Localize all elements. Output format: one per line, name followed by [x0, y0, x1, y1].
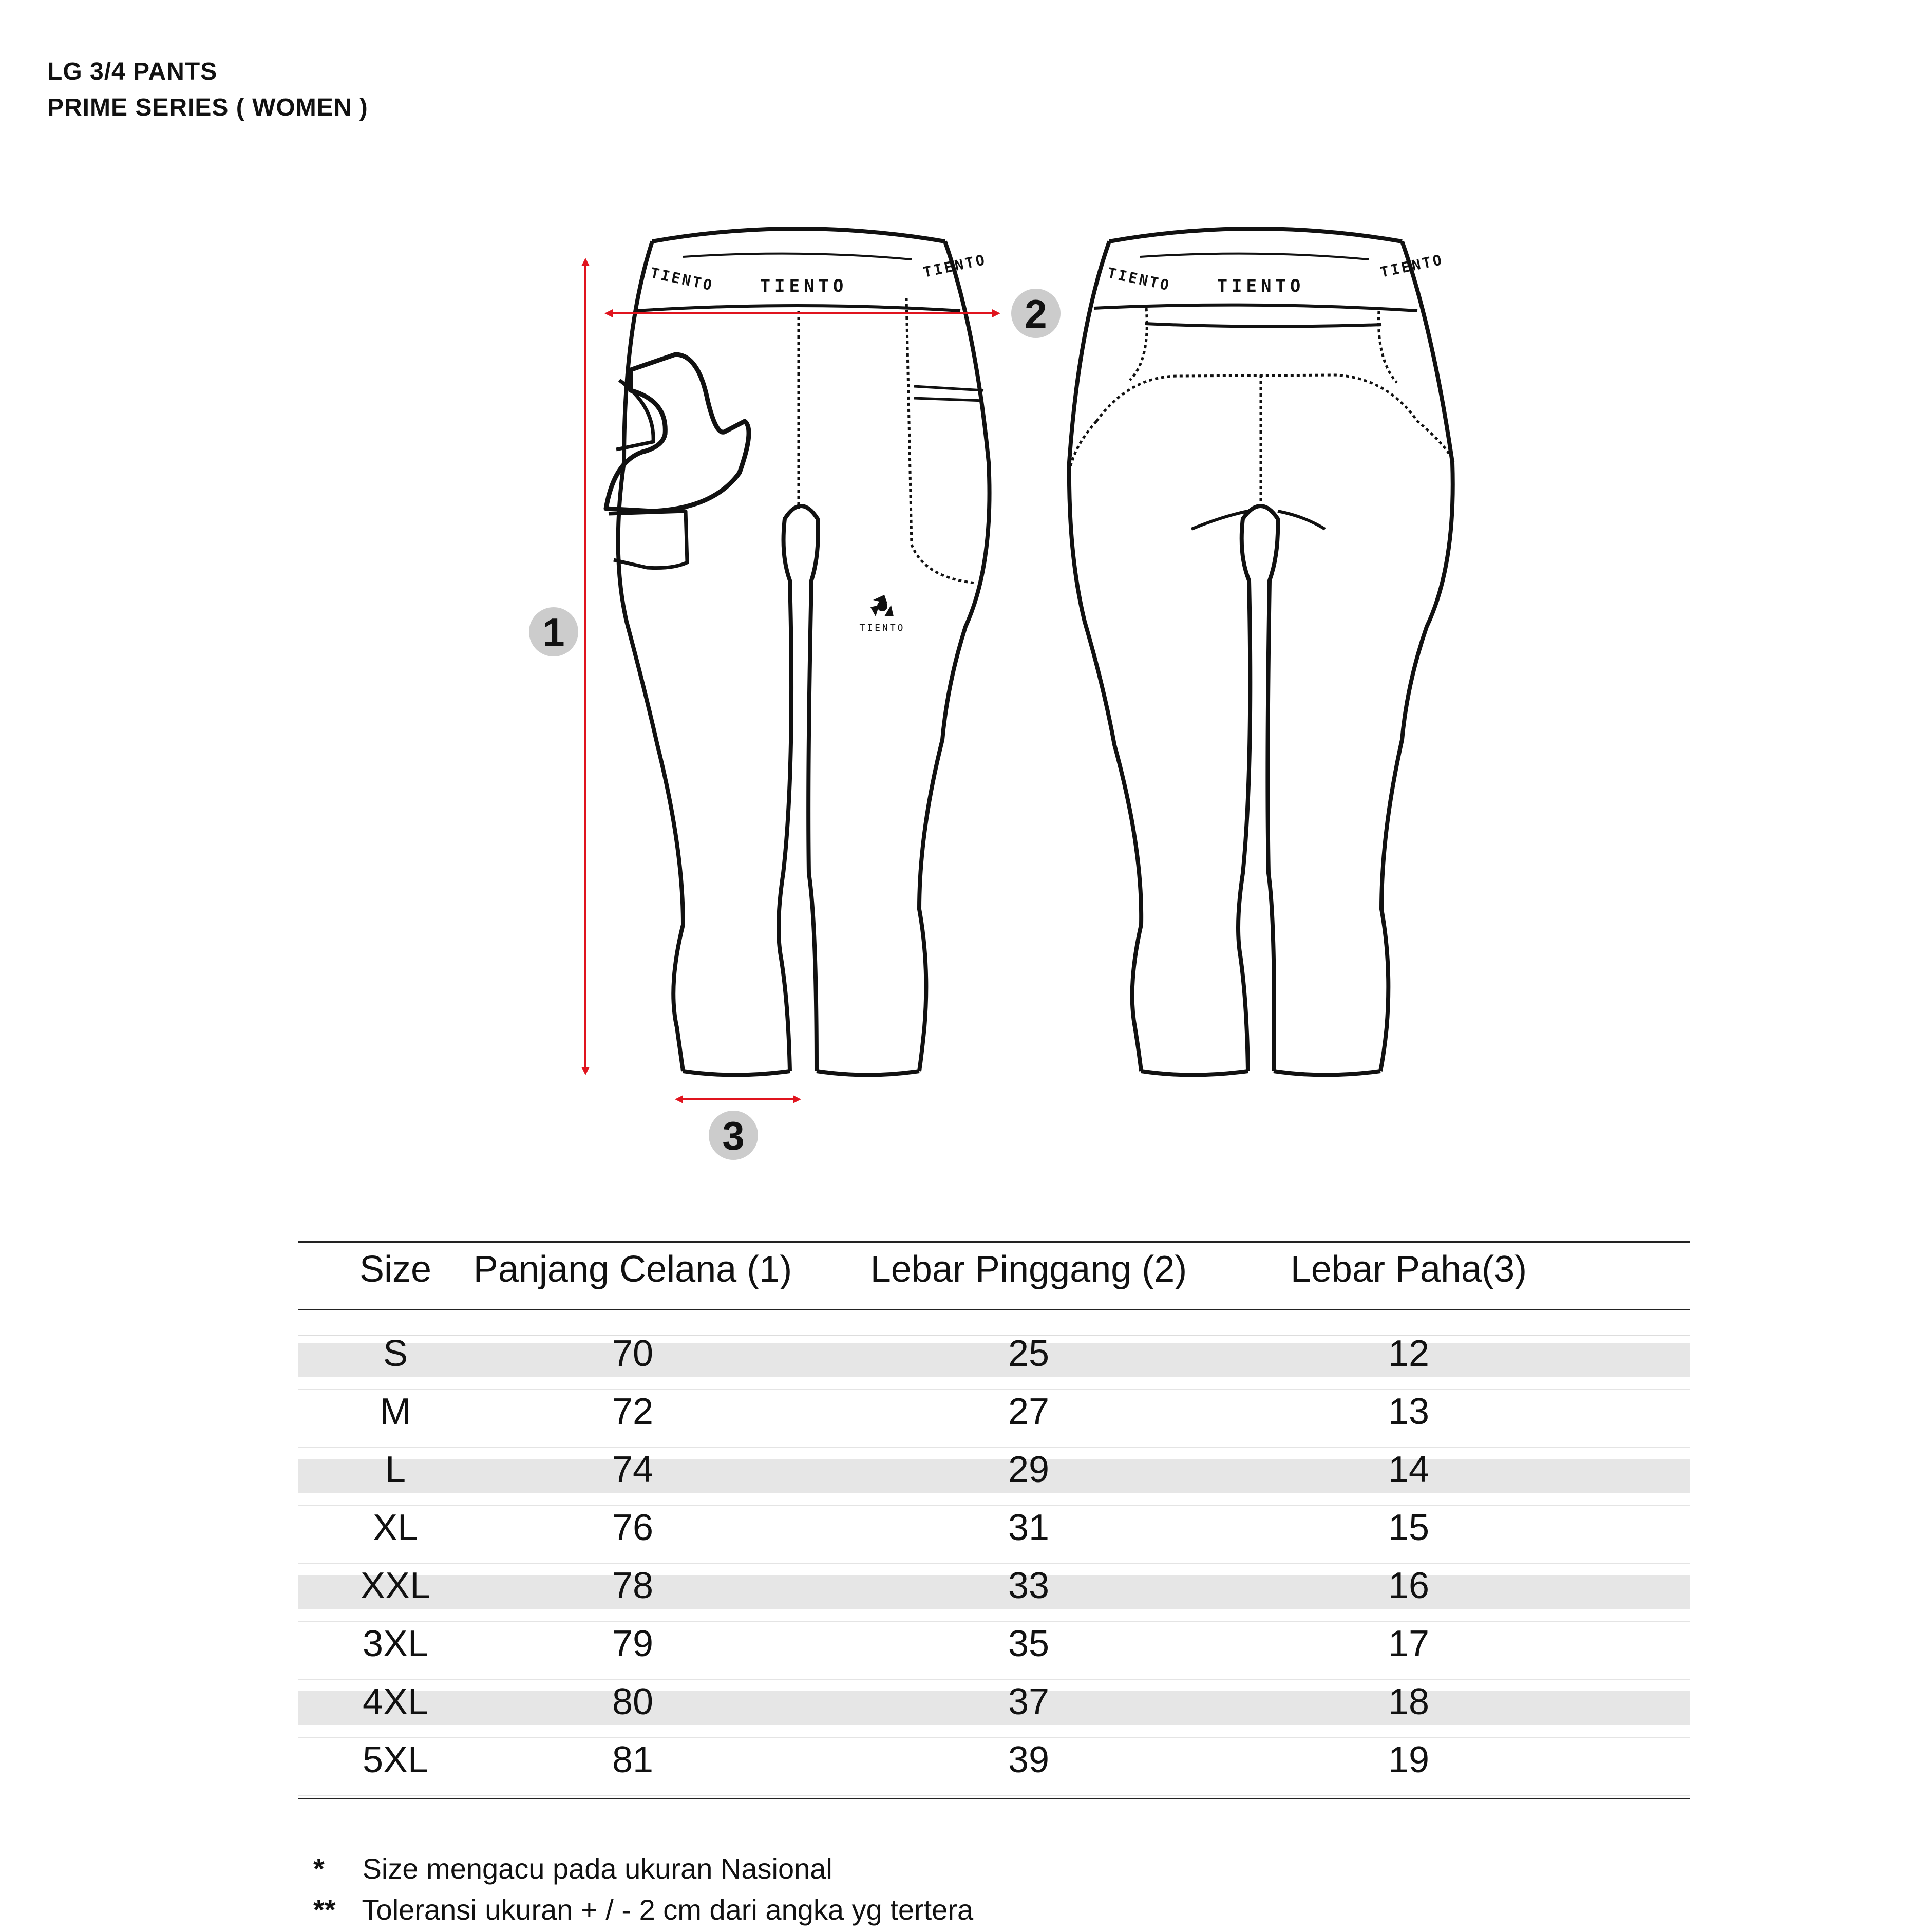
table-cell: 19 [1388, 1739, 1430, 1780]
svg-text:2: 2 [1025, 291, 1047, 336]
back-waistband-brand: TIENTO [1217, 276, 1305, 296]
table-cell: 78 [612, 1565, 654, 1606]
table-cell: 4XL [362, 1681, 429, 1722]
back-waistband-inner [1140, 254, 1369, 259]
table-cell: S [383, 1333, 408, 1374]
table-cell: 29 [1008, 1449, 1050, 1490]
table-cell: XL [372, 1507, 419, 1548]
front-right-pocket [906, 298, 976, 583]
back-waistband-top [1109, 229, 1402, 241]
table-row-separator [298, 1505, 1690, 1506]
note-2 [313, 1893, 973, 1926]
marker-3 [709, 1111, 758, 1160]
header-length: Panjang Celana (1) [473, 1249, 792, 1290]
front-left-outline [618, 241, 683, 1071]
header-thigh: Lebar Paha(3) [1290, 1249, 1527, 1290]
table-cell: 25 [1008, 1333, 1050, 1374]
front-right-hem [817, 1071, 919, 1075]
back-left-hem [1141, 1071, 1248, 1075]
table-cell: 12 [1388, 1333, 1430, 1374]
back-inseam [1238, 506, 1278, 1071]
table-cell: 17 [1388, 1623, 1430, 1664]
table-cell: 5XL [362, 1739, 429, 1780]
note-1 [313, 1852, 832, 1885]
back-view [1069, 229, 1453, 1075]
table-cell: 79 [612, 1623, 654, 1664]
front-brand-logo [870, 595, 894, 616]
table-cell: 15 [1388, 1507, 1430, 1548]
table-cell: 70 [612, 1333, 654, 1374]
table-row-stripe [298, 1343, 1690, 1377]
back-left-panel-seam [1130, 308, 1147, 380]
front-view [606, 229, 990, 1075]
back-right-panel-seam [1378, 311, 1397, 383]
table-row-stripe [298, 1459, 1690, 1493]
table-top-rule [298, 1241, 1690, 1243]
table-cell: 16 [1388, 1565, 1430, 1606]
table-row-stripe [298, 1691, 1690, 1725]
table-cell: 39 [1008, 1739, 1050, 1780]
document-subtitle: PRIME SERIES ( WOMEN ) [47, 94, 368, 121]
table-row-separator [298, 1679, 1690, 1680]
marker-1 [529, 607, 578, 656]
table-header-rule [298, 1309, 1690, 1310]
back-waistband-brand-right: TIENTO [1378, 251, 1445, 281]
back-yoke [1145, 324, 1381, 327]
table-cell: 31 [1008, 1507, 1050, 1548]
front-left-inseam [779, 506, 818, 1071]
table-cell: 35 [1008, 1623, 1050, 1664]
table-cell: 18 [1388, 1681, 1430, 1722]
table-cell: 13 [1388, 1391, 1430, 1432]
table-header-rule-thin [298, 1335, 1690, 1336]
table-cell: 72 [612, 1391, 654, 1432]
table-row-separator [298, 1795, 1690, 1796]
document-title: LG 3/4 PANTS [47, 58, 218, 85]
table-row-stripe [298, 1575, 1690, 1609]
note-2-text: Toleransi ukuran + / - 2 cm dari angka yg tertera [362, 1893, 974, 1926]
header-waist: Lebar Pinggang (2) [870, 1249, 1187, 1290]
svg-text:3: 3 [722, 1113, 745, 1158]
table-cell: 76 [612, 1507, 654, 1548]
header-size: Size [359, 1249, 432, 1290]
svg-text:1: 1 [542, 610, 565, 655]
note-2-mark: ** [313, 1893, 336, 1926]
back-right-outline [1380, 241, 1453, 1071]
back-seat-curve [1191, 511, 1325, 529]
back-right-hem [1274, 1071, 1380, 1075]
table-cell: 27 [1008, 1391, 1050, 1432]
table-row-separator [298, 1389, 1690, 1390]
table-row-separator [298, 1447, 1690, 1448]
front-waistband-brand-left: TIENTO [649, 264, 715, 294]
table-cell: 33 [1008, 1565, 1050, 1606]
table-row-separator [298, 1737, 1690, 1738]
front-left-hem [683, 1071, 790, 1075]
table-cell: M [380, 1391, 411, 1432]
front-waistband-brand-right: TIENTO [921, 251, 988, 281]
table-cell: 81 [612, 1739, 654, 1780]
front-waistband-brand: TIENTO [760, 276, 848, 296]
table-cell: L [385, 1449, 406, 1490]
table-cell: 74 [612, 1449, 654, 1490]
table-bottom-rule [298, 1798, 1690, 1799]
marker-2 [1011, 289, 1061, 338]
table-cell: 3XL [362, 1623, 429, 1664]
back-waistband-brand-left: TIENTO [1106, 264, 1172, 294]
front-right-pocket-flap [914, 386, 983, 401]
table-cell: XXL [360, 1565, 431, 1606]
note-1-text: Size mengacu pada ukuran Nasional [362, 1852, 832, 1885]
table-row-separator [298, 1563, 1690, 1564]
back-waistband-bottom [1094, 305, 1417, 311]
table-cell: 37 [1008, 1681, 1050, 1722]
front-brand-logo-text: TIENTO [859, 623, 905, 633]
front-right-outline [919, 241, 990, 1071]
note-1-mark: * [313, 1852, 325, 1885]
table-row-separator [298, 1621, 1690, 1622]
front-waistband-top [652, 229, 945, 241]
front-waistband-bottom [637, 306, 960, 311]
back-left-outline [1069, 241, 1141, 1071]
table-cell: 14 [1388, 1449, 1430, 1490]
table-cell: 80 [612, 1681, 654, 1722]
front-waistband-inner [683, 254, 912, 259]
